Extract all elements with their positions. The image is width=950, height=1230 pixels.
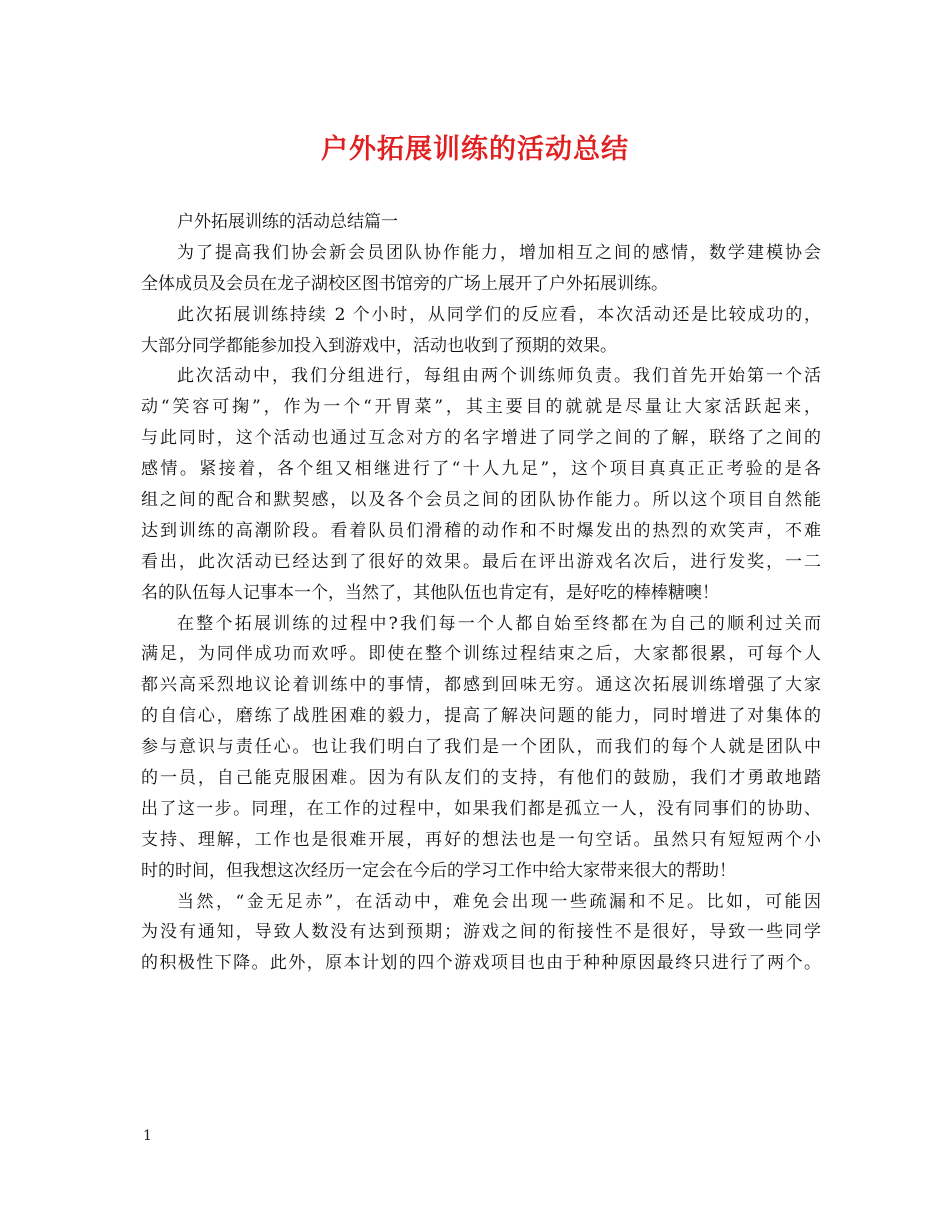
text-line: 与此同时，这个活动也通过互念对方的名字增进了同学之间的了解，联络了之间的 [141,428,821,449]
text-line: 在整个拓展训练的过程中?我们每一个人都自始至终都在为自己的顺利过关而 [177,613,821,634]
text-line: 的一员，自己能克服困难。因为有队友们的支持，有他们的鼓励，我们才勇敢地踏 [141,768,821,789]
text-line: 此次拓展训练持续 2 个小时，从同学们的反应看，本次活动还是比较成功的， [177,304,821,325]
text-line: 参与意识与责任心。也让我们明白了我们是一个团队，而我们的每个人就是团队中 [141,737,821,758]
text-line: 名的队伍每人记事本一个，当然了，其他队伍也肯定有，是好吃的棒棒糖噢！ [141,582,719,603]
text-line: 的积极性下降。此外，原本计划的四个游戏项目也由于种种原因最终只进行了两个。 [141,953,821,974]
text-line: 组之间的配合和默契感，以及各个会员之间的团队协作能力。所以这个项目自然能 [141,490,821,511]
text-line: 的自信心，磨练了战胜困难的毅力，提高了解决问题的能力，同时增进了对集体的 [141,706,821,727]
text-line: 为了提高我们协会新会员团队协作能力，增加相互之间的感情，数学建模协会 [177,242,821,263]
text-line: 当然，“金无足赤”，在活动中，难免会出现一些疏漏和不足。比如，可能因 [177,891,821,912]
text-line: 为没有通知，导致人数没有达到预期；游戏之间的衔接性不是很好，导致一些同学 [141,922,821,943]
text-line: 达到训练的高潮阶段。看着队员们滑稽的动作和不时爆发出的热烈的欢笑声，不难 [141,520,821,541]
text-line: 都兴高采烈地议论着训练中的事情，都感到回味无穷。通这次拓展训练增强了大家 [141,675,821,696]
text-line: 户外拓展训练的活动总结篇一 [177,212,398,232]
document-body [141,207,821,979]
text-line: 时的时间，但我想这次经历一定会在今后的学习工作中给大家带来很大的帮助！ [141,860,736,881]
document-title: 户外拓展训练的活动总结 [321,134,629,165]
text-line: 出了这一步。同理，在工作的过程中，如果我们都是孤立一人，没有同事们的协助、 [141,798,821,819]
text-line: 大部分同学都能参加投入到游戏中，活动也收到了预期的效果。 [141,335,617,356]
text-line: 支持、理解，工作也是很难开展，再好的想法也是一句空话。虽然只有短短两个小 [141,829,821,850]
page-number: 1 [143,1128,152,1144]
text-line: 感情。紧接着，各个组又相继进行了“十人九足”，这个项目真真正正考验的是各 [141,459,821,480]
text-line: 满足，为同伴成功而欢呼。即使在整个训练过程结束之后，大家都很累，可每个人 [141,644,821,665]
text-line: 动“笑容可掬”，作为一个“开胃菜”，其主要目的就就是尽量让大家活跃起来， [141,397,821,418]
text-line: 此次活动中，我们分组进行，每组由两个训练师负责。我们首先开始第一个活 [177,366,821,387]
text-line: 全体成员及会员在龙子湖校区图书馆旁的广场上展开了户外拓展训练。 [141,273,668,294]
text-line: 看出，此次活动已经达到了很好的效果。最后在评出游戏名次后，进行发奖，一二 [141,551,821,572]
